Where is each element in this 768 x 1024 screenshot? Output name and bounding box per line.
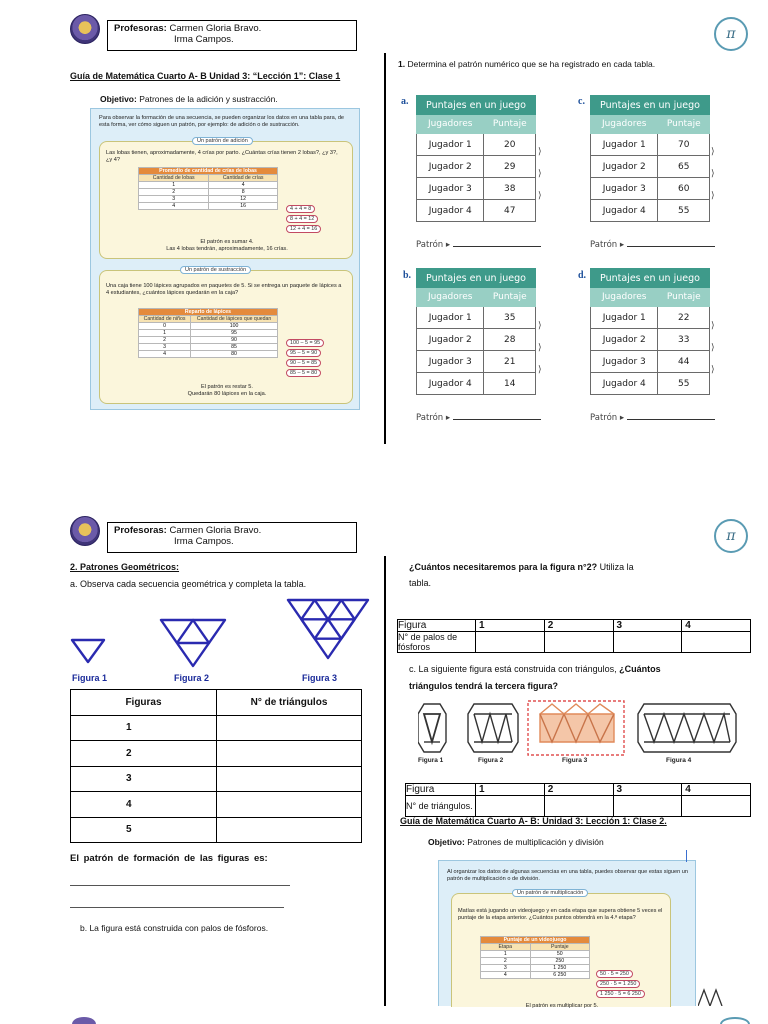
matches-question-bold: ¿Cuántos necesitaremos para la figura n°2? [409,562,598,572]
table-cell: 95 [191,330,278,337]
answer-cell[interactable] [544,632,613,653]
matches-row-label: N° de palos de fósforos [398,632,476,653]
table-row [406,784,751,796]
player-cell: Jugador 3 [417,178,484,200]
table-row [406,796,751,817]
table-row [71,741,362,767]
multiplication-question: Matías está jugando un videojuego y en cada etapa que supera obtiene 5 veces el puntaje de la etapa anterior. ¿Cuántos puntos obtendrá en la 4.ª etapa? [458,908,663,921]
player-cell: Jugador 2 [417,156,484,178]
page1-divider [384,53,386,444]
table-cell: 100 [191,323,278,330]
table-row [481,965,590,972]
objective-label: Objetivo: [100,94,137,104]
table-row [417,156,536,178]
page2-divider [384,556,386,1006]
score-cell: 55 [658,200,710,222]
players-header: Jugadores [417,115,484,134]
table-cell: 4 [481,972,531,979]
textbook-excerpt-multiplication [438,860,696,1009]
table-cell: 4 [139,203,209,210]
score-cell: 21 [484,351,536,373]
patron-c[interactable]: Patrón ▸ [590,240,715,250]
subtraction-panel [99,267,353,404]
score-cell: 29 [484,156,536,178]
answer-cell[interactable] [217,766,362,792]
player-cell: Jugador 4 [417,200,484,222]
table-cell: 12 [209,196,278,203]
table-row [139,182,278,189]
table-row [417,200,536,222]
figure-col-1: 1 [476,620,545,632]
pi-logo-icon: π [714,519,748,553]
player-cell: Jugador 2 [417,329,484,351]
teachers-label: Profesoras: [114,525,167,536]
figure-number: 4 [71,792,217,818]
multiplication-pattern-title: Un patrón de multiplicación [512,889,588,897]
part-c-instruction [409,664,729,674]
addition-equation: 4 + 4 = 8 [286,205,315,213]
teacher-name-2: Irma Campos. [174,536,234,547]
table-letter-d: d. [578,270,587,281]
players-header: Jugadores [417,288,484,307]
excerpt2-intro: Al organizar los datos de algunas secuencias en una tabla, puedes observar que estas siguen un patrón de multiplicación o de división. [447,869,689,882]
table-letter-b: b. [403,270,412,281]
part-b-instruction: b. La figura está construida con palos de fósforos. [80,923,269,933]
addition-equation: 8 + 4 = 12 [286,215,318,223]
player-cell: Jugador 4 [417,373,484,395]
partial-figure-bottom-right [698,988,724,1006]
player-cell: Jugador 2 [591,156,658,178]
table-row [591,307,710,329]
table-cell: 4 [209,182,278,189]
player-cell: Jugador 3 [417,351,484,373]
table-letter-a: a. [401,96,409,107]
players-header: Jugadores [591,115,658,134]
table-row [398,632,751,653]
part-c-bold-1: ¿Cuántos [619,664,661,674]
table-row [139,344,278,351]
c-figure-2 [468,704,518,752]
c-figure-3 [528,701,624,755]
answer-cell[interactable] [217,715,362,741]
subtraction-question: Una caja tiene 100 lápices agrupados en paquetes de 5. Si se entrega un paquete de lápices a 4 estudiantes, ¿cuántos lápices quedarán en la caja? [106,283,342,296]
figure-col-3: 3 [613,620,682,632]
subtraction-conclusion-2: Quedarán 80 lápices en la caja. [187,391,267,397]
score-cell: 14 [484,373,536,395]
hexagon-triangle-figures [418,700,738,756]
player-cell: Jugador 2 [591,329,658,351]
table-row [591,373,710,395]
next-page-logo-right [720,1017,750,1024]
multiplication-equation: 1 250 · 5 = 6 250 [596,990,645,998]
score-table-title: Puntajes en un juego [417,269,536,288]
matches-question-line2: tabla. [409,578,432,588]
wolves-col-2: Cantidad de crías [209,175,278,182]
figure-number: 5 [71,817,217,843]
score-table-d [590,268,710,395]
brace-arrows-c: ⟩ ⟩ ⟩ [711,146,715,200]
patron-label: Patrón [590,413,618,423]
patron-answer-line[interactable] [453,419,541,420]
subtraction-equation: 90 – 5 = 85 [286,359,321,367]
next-page-logo-left [72,1017,96,1024]
subtraction-conclusion-1: El patrón es restar 5. [201,384,253,390]
score-table-b [416,268,536,395]
score-cell: 35 [484,307,536,329]
section-title: 2. Patrones Geométricos: [70,562,180,572]
excerpt-intro: Para observar la formación de una secuencia, se pueden organizar los datos en una tabla para, de esta forma, ver cómo siguen un patrón, por ejemplo: de adición o de sustracción. [99,115,345,128]
player-cell: Jugador 3 [591,178,658,200]
wolves-table [138,167,278,210]
table-cell: 50 [530,951,589,958]
table-row [591,178,710,200]
patron-b[interactable]: Patrón ▸ [416,413,541,423]
wolves-col-1: Cantidad de lobas [139,175,209,182]
table-row [591,156,710,178]
score-cell: 33 [658,329,710,351]
table-cell: 3 [139,344,191,351]
figure-col-4: 4 [682,620,751,632]
table-cell: 2 [139,337,191,344]
multiplication-equation: 250 · 5 = 1 250 [596,980,640,988]
pencils-table [138,308,278,358]
stage-header: Etapa [481,944,531,951]
figure-label-3: Figura 3 [302,673,338,683]
table-row [398,620,751,632]
table-cell: 90 [191,337,278,344]
addition-question: Las lobas tienen, aproximadamente, 4 crías por parto. ¿Cuántas crías tienen 2 lobas?, ¿y 3?, ¿y 4? [106,150,338,163]
patron-label: Patrón [590,240,618,250]
c-figure-1 [418,704,446,752]
answer-cell[interactable] [544,796,613,817]
table-row [417,178,536,200]
patron-answer-line[interactable] [453,246,541,247]
addition-conclusion-2: Las 4 lobas tendrán, aproximadamente, 16 crías. [166,246,288,252]
table-row [591,351,710,373]
answer-cell[interactable] [682,796,751,817]
table-row [139,330,278,337]
table-cell: 85 [191,344,278,351]
score-header: Puntaje [658,288,710,307]
figure-number: 3 [71,766,217,792]
score-table-title: Puntajes en un juego [591,269,710,288]
subtraction-equation: 95 – 5 = 90 [286,349,321,357]
answer-cell[interactable] [476,796,545,817]
multiplication-equation: 50 · 5 = 250 [596,970,633,978]
table-cell: 80 [191,351,278,358]
brace-arrows-b: ⟩ ⟩ ⟩ [538,320,542,374]
score-cell: 38 [484,178,536,200]
pencils-col-2: Cantidad de lápices que quedan [191,316,278,323]
triangle-sequence-figures [70,596,380,670]
brace-arrows-a: ⟩ ⟩ ⟩ [538,146,542,200]
score-header: Puntaje [484,288,536,307]
table-cell: 1 [139,330,191,337]
blue-marker-line [686,850,687,862]
teacher-name-1: Carmen Gloria Bravo. [169,23,262,34]
answer-line-2[interactable] [70,907,284,908]
answer-cell[interactable] [613,632,682,653]
table-cell: 1 250 [530,965,589,972]
triangles-table [70,689,362,843]
figure-1-triangle [72,640,104,662]
score-cell: 55 [658,373,710,395]
matches-table [397,619,751,653]
score-header: Puntaje [658,115,710,134]
patron-a[interactable]: Patrón ▸ [416,240,541,250]
patron-label: Patrón [416,240,444,250]
table-cell: 6 250 [530,972,589,979]
table-cell: 16 [209,203,278,210]
figure-number: 2 [71,741,217,767]
matches-question-rest: Utiliza la [599,562,634,572]
score-table-title: Puntajes en un juego [417,96,536,115]
player-cell: Jugador 1 [417,307,484,329]
teacher-name-2: Irma Campos. [174,34,234,45]
figure-col-2: 2 [544,784,613,796]
exercise-1-text: Determina el patrón numérico que se ha registrado en cada tabla. [407,59,656,69]
table-cell: 4 [139,351,191,358]
objective-2 [428,837,604,847]
c-figure-label-3: Figura 3 [562,757,588,764]
subtraction-equation: 100 – 5 = 95 [286,339,324,347]
figure-number: 1 [71,715,217,741]
table-row [417,329,536,351]
exercise-1-number: 1. [398,59,406,69]
matches-question [409,562,709,572]
table-cell: 3 [139,196,209,203]
school-logo [70,14,100,44]
objective-label: Objetivo: [428,837,465,847]
table-row [71,792,362,818]
figure-row-label: Figura [406,784,476,796]
player-cell: Jugador 3 [591,351,658,373]
figure-col-4: 4 [682,784,751,796]
figure-col-2: 2 [544,620,613,632]
multiplication-panel [451,890,671,1009]
table-letter-c: c. [578,96,585,107]
subtraction-equation: 85 – 5 = 80 [286,369,321,377]
score-cell: 65 [658,156,710,178]
figure-row-label: Figura [398,620,476,632]
addition-panel [99,138,353,259]
part-c-question: triángulos tendrá la tercera figura? [409,681,559,691]
teacher-name-1: Carmen Gloria Bravo. [169,525,262,536]
table-row [481,951,590,958]
part-a-instruction: a. Observa cada secuencia geométrica y completa la tabla. [70,579,307,589]
objective-text: Patrones de la adición y sustracción. [139,94,278,104]
figure-3-triangle [288,600,368,658]
score-cell: 20 [484,134,536,156]
table-row [139,203,278,210]
exercise-1-prompt [398,59,698,70]
c-figure-label-2: Figura 2 [478,757,504,764]
table-row [417,351,536,373]
pencils-col-1: Cantidad de niños [139,316,191,323]
points-header: Puntaje [530,944,589,951]
part-c-text: c. La siguiente figura está construida con triángulos, [409,664,617,674]
answer-cell[interactable] [613,796,682,817]
table-row [71,766,362,792]
table-row [481,972,590,979]
table-row [417,307,536,329]
videogame-table-title: Puntaje de un videojuego [481,937,590,944]
triangles-count-table [405,783,751,817]
table-cell: 2 [139,189,209,196]
triangles-row-label: N° de triángulos. [406,796,476,817]
textbook-excerpt-addition-subtraction [90,108,360,410]
table-cell: 1 [481,951,531,958]
videogame-table [480,936,590,979]
players-header: Jugadores [591,288,658,307]
guide-title-2: Guía de Matemática Cuarto A- B: Unidad 3: Lección 1: Clase 2. [400,816,667,826]
table-row [417,134,536,156]
objective [100,94,278,104]
table-row [481,958,590,965]
table-row [591,329,710,351]
patron-answer-line[interactable] [627,246,715,247]
teachers-label: Profesoras: [114,23,167,34]
table-row [139,323,278,330]
answer-cell[interactable] [217,741,362,767]
score-cell: 44 [658,351,710,373]
figure-label-1: Figura 1 [72,673,108,683]
table-row [591,134,710,156]
addition-pattern-title: Un patrón de adición [192,137,253,145]
teachers-box [107,522,357,553]
player-cell: Jugador 1 [417,134,484,156]
player-cell: Jugador 4 [591,373,658,395]
pattern-question: El patrón de formación de las figuras es: [70,853,268,864]
table-row [139,337,278,344]
table-row [139,351,278,358]
c-figure-label-1: Figura 1 [418,757,444,764]
player-cell: Jugador 1 [591,307,658,329]
patron-answer-line[interactable] [627,419,715,420]
table-row [591,200,710,222]
table-row [139,189,278,196]
score-table-title: Puntajes en un juego [591,96,710,115]
score-cell: 60 [658,178,710,200]
multiplication-conclusion: El patrón es multiplicar por 5. [525,1003,599,1009]
table-row [417,373,536,395]
score-cell: 70 [658,134,710,156]
table-cell: 1 [139,182,209,189]
figure-2-inner-lines [177,620,209,643]
pencils-table-title: Reparto de lápices [139,309,278,316]
score-table-c [590,95,710,222]
c-figure-4 [638,704,736,752]
score-table-a [416,95,536,222]
school-logo [70,516,100,546]
addition-equation: 12 + 4 = 16 [286,225,321,233]
pi-logo-icon: π [714,17,748,51]
table-cell: 3 [481,965,531,972]
figure-col-3: 3 [613,784,682,796]
table-row [71,715,362,741]
patron-d[interactable]: Patrón ▸ [590,413,715,423]
guide-title: Guía de Matemática Cuarto A- B Unidad 3: “Lección 1”: Clase 1 [70,71,341,81]
brace-arrows-d: ⟩ ⟩ ⟩ [711,320,715,374]
figure-label-2: Figura 2 [174,673,210,683]
table-cell: 8 [209,189,278,196]
wolves-table-title: Promedio de cantidad de crías de lobas [139,168,278,175]
objective-text: Patrones de multiplicación y división [467,837,604,847]
teachers-box [107,20,357,51]
answer-cell[interactable] [217,792,362,818]
table-cell: 250 [530,958,589,965]
table-row [139,196,278,203]
table-cell: 0 [139,323,191,330]
answer-cell[interactable] [682,632,751,653]
score-cell: 28 [484,329,536,351]
answer-cell[interactable] [217,817,362,843]
player-cell: Jugador 4 [591,200,658,222]
figure-col-1: 1 [476,784,545,796]
score-header: Puntaje [484,115,536,134]
figures-header: Figuras [71,690,217,716]
subtraction-pattern-title: Un patrón de sustracción [180,266,251,274]
score-cell: 22 [658,307,710,329]
answer-cell[interactable] [476,632,545,653]
score-cell: 47 [484,200,536,222]
answer-line-1[interactable] [70,885,290,886]
patron-label: Patrón [416,413,444,423]
addition-conclusion-1: El patrón es sumar 4. [200,239,254,245]
player-cell: Jugador 1 [591,134,658,156]
table-cell: 2 [481,958,531,965]
triangles-count-header: N° de triángulos [217,690,362,716]
c-figure-label-4: Figura 4 [666,757,692,764]
table-row [71,817,362,843]
